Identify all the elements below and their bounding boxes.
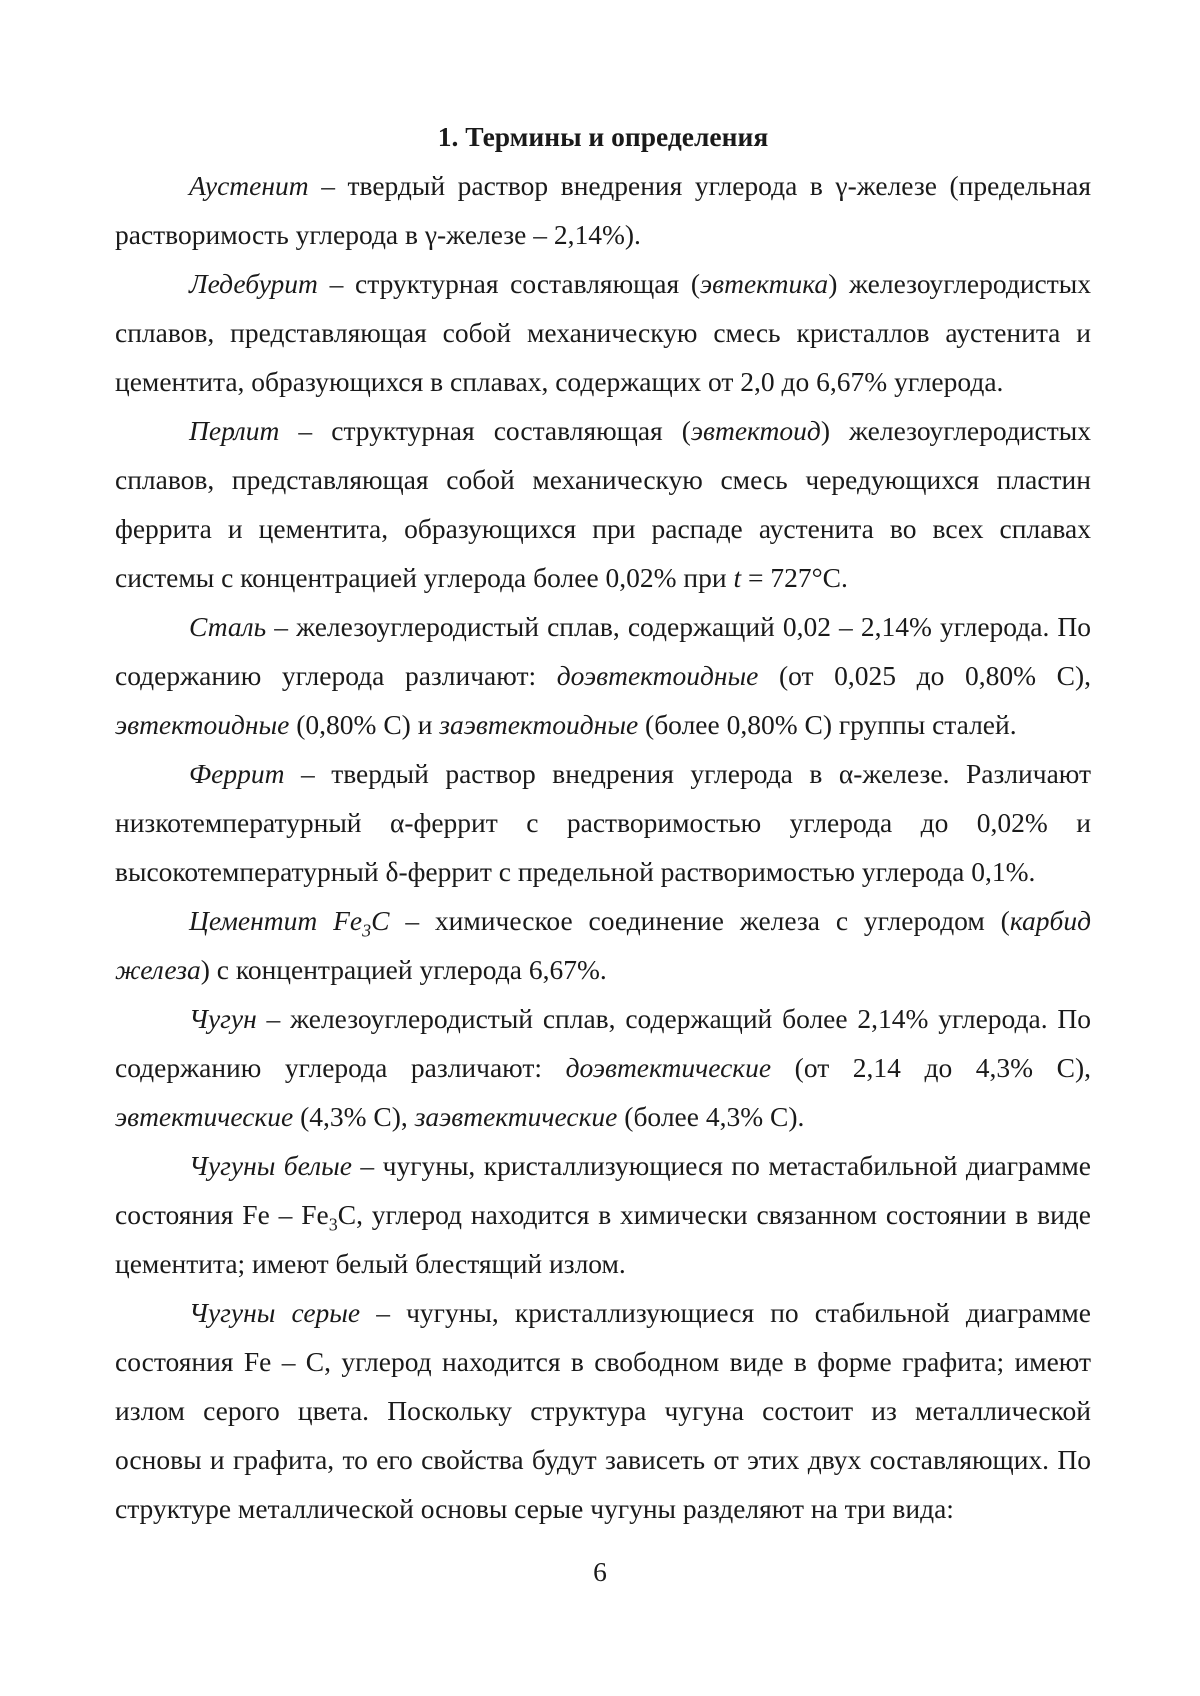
emphasis-eutectic-iron: эвтектические [115,1101,294,1132]
emphasis-iron-carbide: карбид железа [115,905,1091,985]
definition-text: – железоуглеродистый сплав, содержащий более 2,14% углерода. По содержанию углерода различают: [115,1003,1091,1083]
definition-text: (4,3% С), [293,1101,415,1132]
definition-text: = 727°С. [741,562,848,593]
emphasis-eutectoid-steel: эвтектоидные [115,709,290,740]
definition-text: – твердый раствор внедрения углерода в γ-железе (предельная растворимость углерода в γ-железе – 2,14%). [115,170,1091,250]
subscript: 3 [362,920,372,941]
definition-text: ) железоуглеродистых сплавов, представляющая собой механическую смесь чередующихся пластин феррита и цементита, образующихся при распаде аустенита во всех сплавах системы с концентрацией углерода более 0,02% при [115,415,1091,593]
emphasis-hypereutectoid: заэвтектоидные [439,709,639,740]
section-title: 1. Термины и определения [437,121,769,152]
term-pearlite: Перлит [189,415,280,446]
subscript: 3 [328,1214,338,1235]
term-austenite: Аустенит [189,170,309,201]
definition-ledeburite [115,259,1091,406]
definition-white-cast-iron [115,1141,1091,1288]
definition-text: ) железоуглеродистых сплавов, представляющая собой механическую смесь кристаллов аустенита и цементита, образующихся в сплавах, содержащих от 2,0 до 6,67% углерода. [115,268,1091,397]
definition-cementite [115,896,1091,994]
definition-pearlite [115,406,1091,602]
definition-text: – чугуны, кристаллизующиеся по метастабильной диаграмме состояния Fe – Fe [115,1150,1092,1230]
definition-text: ) с концентрацией углерода 6,67%. [200,954,607,985]
emphasis-eutectoid: эвтектоид [690,415,821,446]
definition-text: – твердый раствор внедрения углерода в α-железе. Различают низкотемпературный α-феррит с растворимостью углерода до 0,02% и высокотемпературный δ-феррит с предельной растворимостью углерода 0,1%. [115,758,1091,887]
document-page [115,112,1091,1533]
definition-text: – железоуглеродистый сплав, содержащий 0,02 – 2,14% углерода. По содержанию углерода различают: [115,611,1091,691]
emphasis-hypoeutectoid: доэвтектоидные [556,660,759,691]
definition-text: – химическое соединение железа с углеродом ( [389,905,1010,936]
term-gray-cast-iron: Чугуны серые [189,1297,361,1328]
term-cementite-part: С [371,905,390,936]
definition-text: (более 0,80% С) группы сталей. [638,709,1017,740]
definition-gray-cast-iron [115,1288,1091,1533]
term-cementite-part: Цементит Fe [189,905,363,936]
definition-text: С, углерод находится в химически связанном состоянии в виде цементита; имеют белый блестящий излом. [115,1199,1091,1279]
definition-text: (0,80% С) и [289,709,440,740]
term-white-cast-iron: Чугуны белые [189,1150,352,1181]
emphasis-hypoeutectic: доэвтектические [565,1052,772,1083]
definition-ferrite [115,749,1091,896]
definition-text: (более 4,3% С). [617,1101,805,1132]
emphasis-hypereutectic: заэвтектические [414,1101,618,1132]
page-number: 6 [593,1556,607,1587]
definition-text: – чугуны, кристаллизующиеся по стабильной диаграмме состояния Fe – С, углерод находится в свободном виде в форме графита; имеют излом серого цвета. Поскольку структура чугуна состоит из металлической основы и графита, то его свойства будут зависеть от этих двух составляющих. По структуре металлической основы серые чугуны разделяют на три вида: [115,1297,1091,1524]
variable-t: t [733,562,742,593]
term-steel: Сталь [189,611,267,642]
definition-text: (от 0,025 до 0,80% С), [758,660,1091,691]
emphasis-eutectic: эвтектика [700,268,829,299]
definition-text: – структурная составляющая ( [317,268,701,299]
definition-text: (от 2,14 до 4,3% С), [771,1052,1091,1083]
definition-steel [115,602,1091,749]
definition-cast-iron [115,994,1091,1141]
term-cast-iron: Чугун [189,1003,257,1034]
term-cementite [189,905,390,941]
term-ledeburite: Ледебурит [189,268,318,299]
definition-text: – структурная составляющая ( [279,415,691,446]
term-ferrite: Феррит [189,758,285,789]
definition-austenite [115,161,1091,259]
